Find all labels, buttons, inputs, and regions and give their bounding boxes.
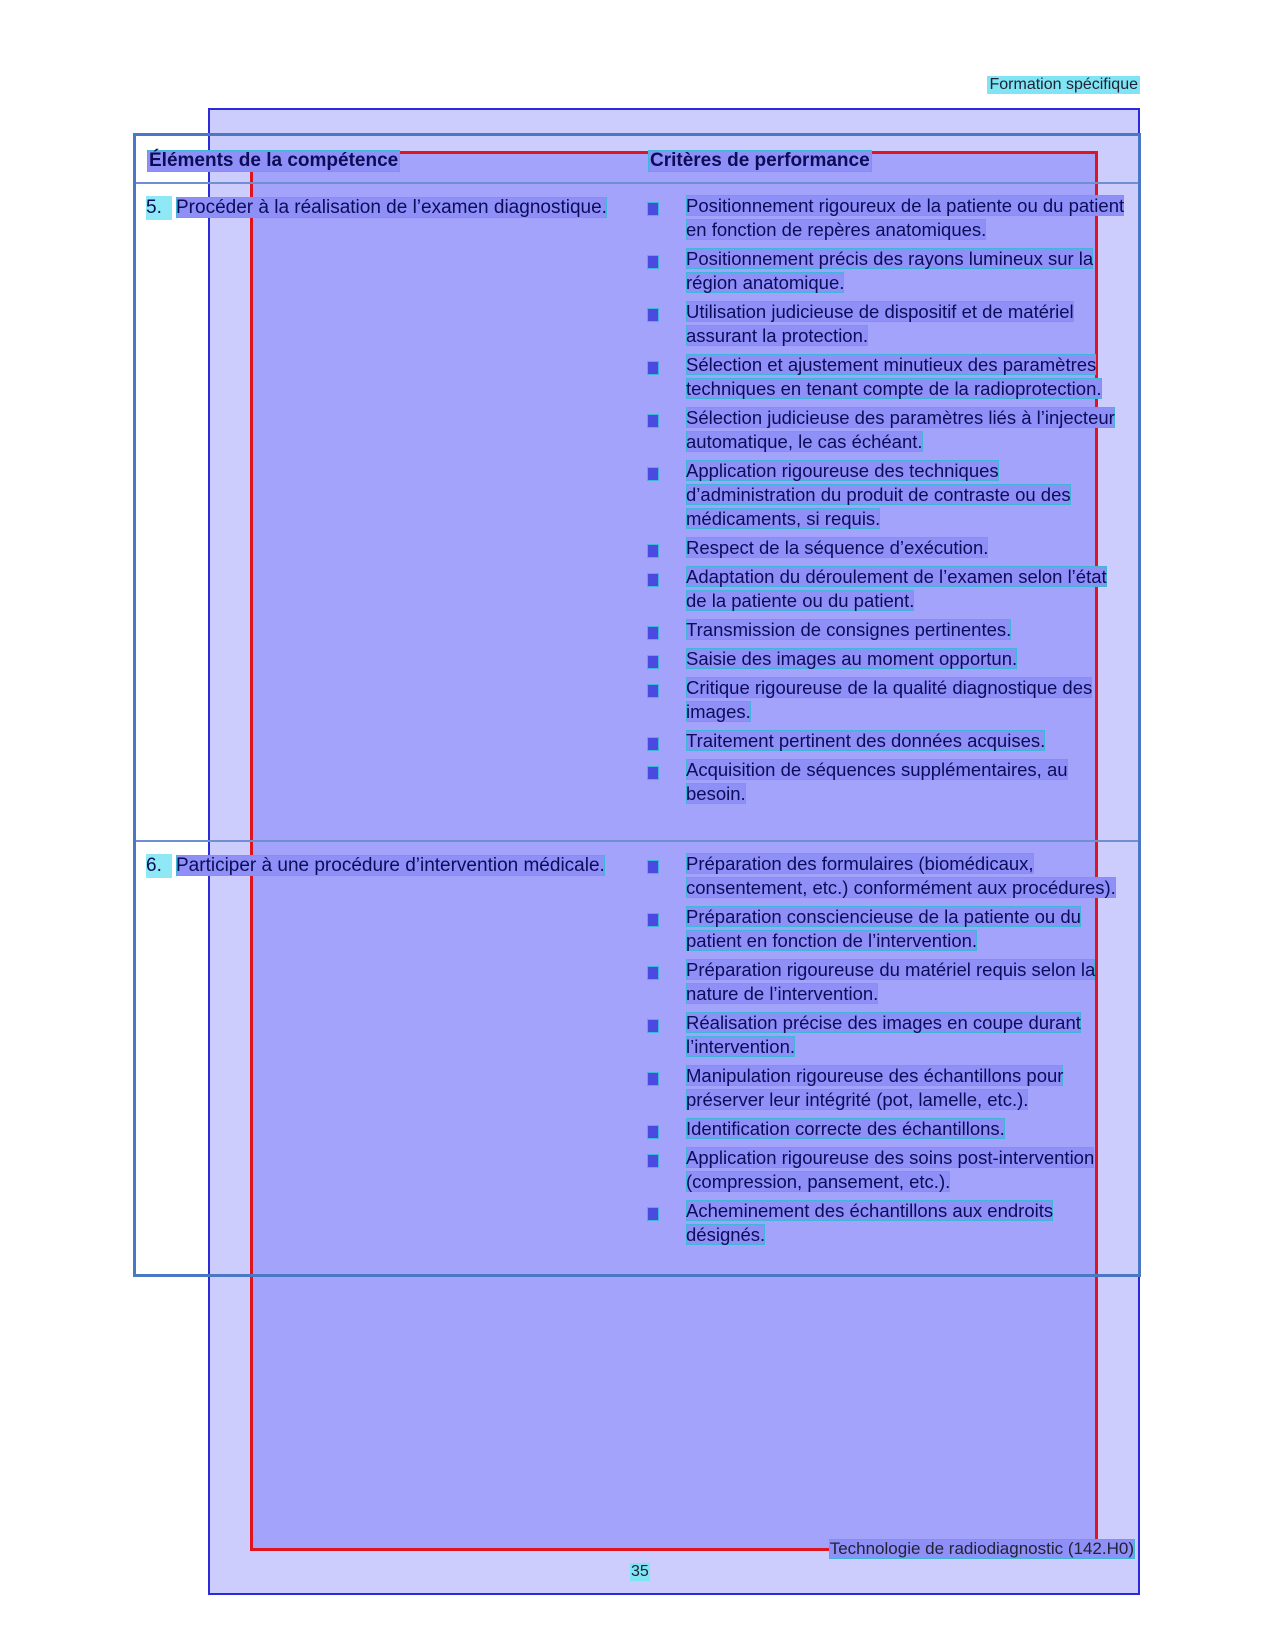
criterion-item: Acquisition de séquences supplémentaires, au besoin. [648, 758, 1130, 806]
bullet-icon [648, 1126, 658, 1138]
bullet-icon [648, 1155, 658, 1167]
bullet-icon [648, 914, 658, 926]
table-row [136, 182, 1138, 842]
bullet-icon [648, 738, 658, 750]
criteria-list [648, 852, 1130, 1252]
competence-table [133, 133, 1141, 1277]
bullet-icon [648, 656, 658, 668]
table-row [136, 840, 1138, 1274]
element-cell [146, 854, 626, 878]
bullet-icon [648, 574, 658, 586]
bullet-icon [648, 1208, 658, 1220]
program-title: Technologie de radiodiagnostic (142.H0) [829, 1539, 1134, 1558]
criterion-item: Positionnement rigoureux de la patiente ou du patient en fonction de repères anatomiques. [648, 194, 1130, 242]
bullet-icon [648, 1073, 658, 1085]
element-number: 6. [146, 854, 172, 878]
element-cell [146, 196, 626, 220]
bullet-icon [648, 861, 658, 873]
bullet-icon [648, 627, 658, 639]
criterion-item: Application rigoureuse des soins post-intervention (compression, pansement, etc.). [648, 1146, 1130, 1194]
column-header-criteria: Critères de performance [650, 150, 870, 171]
criterion-item: Adaptation du déroulement de l’examen selon l’état de la patiente ou du patient. [648, 565, 1130, 613]
criterion-item: Respect de la séquence d’exécution. [648, 536, 1130, 560]
column-header-elements: Éléments de la compétence [149, 150, 399, 171]
bullet-icon [648, 767, 658, 779]
criterion-item: Acheminement des échantillons aux endroits désignés. [648, 1199, 1130, 1247]
bullet-icon [648, 545, 658, 557]
criterion-item: Identification correcte des échantillons. [648, 1117, 1130, 1141]
page-number: 35 [631, 1563, 649, 1580]
criterion-item: Réalisation précise des images en coupe durant l’intervention. [648, 1011, 1130, 1059]
criterion-item: Préparation consciencieuse de la patiente ou du patient en fonction de l’intervention. [648, 905, 1130, 953]
criterion-item: Préparation des formulaires (biomédicaux, consentement, etc.) conformément aux procédures). [648, 852, 1130, 900]
criterion-item: Positionnement précis des rayons lumineux sur la région anatomique. [648, 247, 1130, 295]
bullet-icon [648, 967, 658, 979]
criterion-item: Sélection et ajustement minutieux des paramètres techniques en tenant compte de la radioprotection. [648, 353, 1130, 401]
criterion-item: Critique rigoureuse de la qualité diagnostique des images. [648, 676, 1130, 724]
bullet-icon [648, 309, 658, 321]
bullet-icon [648, 256, 658, 268]
table-header [136, 136, 1138, 184]
bullet-icon [648, 415, 658, 427]
criterion-item: Manipulation rigoureuse des échantillons pour préserver leur intégrité (pot, lamelle, etc.). [648, 1064, 1130, 1112]
section-label: Formation spécifique [989, 76, 1138, 93]
criterion-item: Utilisation judicieuse de dispositif et de matériel assurant la protection. [648, 300, 1130, 348]
criterion-item: Application rigoureuse des techniques d’administration du produit de contraste ou des médicaments, si requis. [648, 459, 1130, 531]
criterion-item: Saisie des images au moment opportun. [648, 647, 1130, 671]
bullet-icon [648, 685, 658, 697]
criterion-item: Préparation rigoureuse du matériel requis selon la nature de l’intervention. [648, 958, 1130, 1006]
bullet-icon [648, 362, 658, 374]
criteria-list [648, 194, 1130, 811]
element-number: 5. [146, 196, 172, 220]
criterion-item: Transmission de consignes pertinentes. [648, 618, 1130, 642]
bullet-icon [648, 468, 658, 480]
element-text: Participer à une procédure d’intervention médicale. [176, 855, 605, 876]
criterion-item: Traitement pertinent des données acquises. [648, 729, 1130, 753]
bullet-icon [648, 1020, 658, 1032]
element-text: Procéder à la réalisation de l’examen diagnostique. [176, 197, 607, 218]
criterion-item: Sélection judicieuse des paramètres liés à l’injecteur automatique, le cas échéant. [648, 406, 1130, 454]
bullet-icon [648, 203, 658, 215]
